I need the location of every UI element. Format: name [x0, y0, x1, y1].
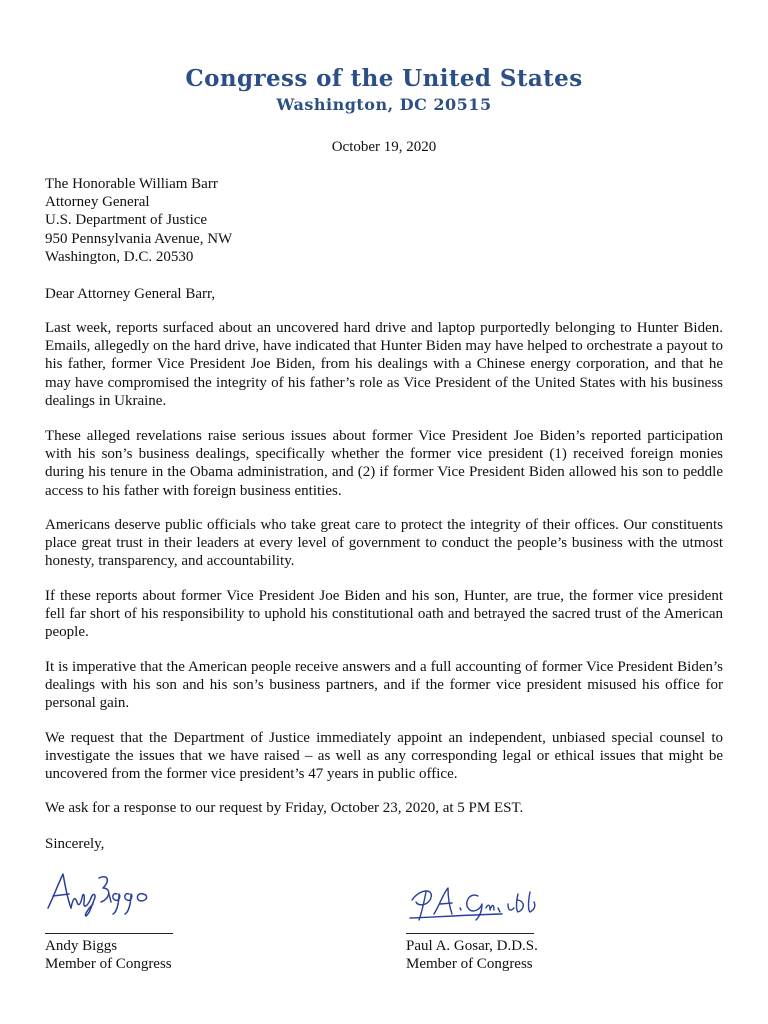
- signer-title: Member of Congress: [406, 956, 533, 973]
- body-paragraph: Americans deserve public officials who take great care to protect the integrity of their offices. Our constituents place great trust in their leaders at every level of government to conduct the people’s business with the utmost honesty, transparency, and accountability.: [45, 517, 723, 570]
- signature-line: [406, 933, 534, 934]
- body-paragraph: We request that the Department of Justice immediately appoint an independent, unbiased special counsel to investigate the issues that we have raised – as well as any corresponding legal or ethical issues that might be uncovered from the former vice president’s 47 years in public office.: [45, 730, 723, 783]
- salutation: Dear Attorney General Barr,: [45, 286, 216, 302]
- recipient-address: [45, 175, 723, 266]
- letter-date: October 19, 2020: [331, 139, 437, 155]
- letterhead: [0, 64, 768, 116]
- body-paragraph: If these reports about former Vice President Joe Biden and his son, Hunter, are true, the former vice president fell far short of his responsibility to uphold his constitutional oath and betrayed the sacred trust of the American people.: [45, 588, 723, 641]
- recipient-line: 950 Pennsylvania Avenue, NW: [45, 230, 233, 247]
- signer-name: Paul A. Gosar, D.D.S.: [406, 938, 538, 954]
- body-paragraph: Last week, reports surfaced about an uncovered hard drive and laptop purportedly belonging to Hunter Biden. Emails, allegedly on the hard drive, have indicated that Hunter Biden may have helped to orchestrate a payout to his father, former Vice President Joe Biden, from his dealings with a Chinese energy corporation, and that he may have compromised the integrity of his father’s role as Vice President of the United States with his business dealings in Ukraine.: [45, 320, 723, 409]
- signer-name: Andy Biggs: [45, 938, 118, 954]
- signature-andy-biggs: [45, 868, 195, 918]
- recipient-line: Attorney General: [45, 194, 150, 211]
- body-paragraph: It is imperative that the American people receive answers and a full accounting of former Vice President Biden’s dealings with his son and his son’s business partners, and if the former vice president misused his office for personal gain.: [45, 659, 723, 712]
- letterhead-title: Congress of the United States: [185, 65, 583, 92]
- closing: Sincerely,: [45, 836, 105, 852]
- recipient-line: Washington, D.C. 20530: [45, 248, 194, 265]
- recipient-line: U.S. Department of Justice: [45, 212, 208, 229]
- signer-block-left: [45, 937, 172, 973]
- letterhead-address: Washington, DC 20515: [276, 95, 492, 114]
- recipient-line: The Honorable William Barr: [45, 176, 218, 192]
- signature-line: [45, 933, 173, 934]
- body-paragraph: We ask for a response to our request by Friday, October 23, 2020, at 5 PM EST.: [45, 800, 524, 816]
- signature-paul-gosar: [406, 884, 546, 928]
- signer-title: Member of Congress: [45, 956, 172, 973]
- signer-block-right: [406, 937, 538, 973]
- body-paragraph: These alleged revelations raise serious issues about former Vice President Joe Biden’s reported participation with his son’s business dealings, specifically whether the former vice president (1) received foreign monies during his tenure in the Obama administration, and (2) if former Vice President Biden allowed his son to peddle access to his father with foreign business entities.: [45, 428, 723, 499]
